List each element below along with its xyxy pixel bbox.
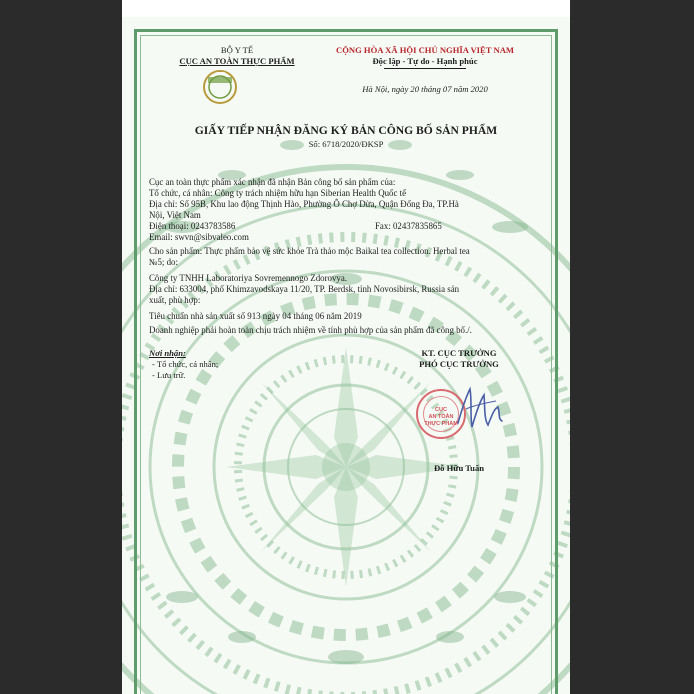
ministry-name: BỘ Y TẾ (220, 45, 254, 55)
left-viewer-margin (0, 0, 122, 694)
recipients-heading: Nơi nhận: (149, 348, 186, 358)
department-name: CỤC AN TOÀN THỰC PHẨM (179, 56, 295, 66)
phone-line: Điện thoại: 0243783586 (149, 221, 236, 231)
handwritten-signature (452, 379, 512, 439)
product-line-2: №5; do: (149, 257, 178, 267)
top-page-strip (122, 0, 570, 17)
manufacturer-address-2: xuất, phù hợp: (149, 295, 201, 305)
national-motto: Độc lập - Tự do - Hạnh phúc (372, 56, 478, 66)
product-line-1: Cho sản phẩm: Thực phẩm bảo vệ sức khỏe Trà thảo mộc Baikal tea collection. Herbal tea (149, 246, 470, 256)
manufacturer-line: Công ty TNHH Laboratoriya Sovremennogo Zdorovya. (149, 273, 348, 283)
recipient-item: - Tổ chức, cá nhân; (152, 359, 219, 369)
document-number: Số: 6718/2020/ĐKSP (308, 139, 384, 149)
document-title: GIẤY TIẾP NHẬN ĐĂNG KÝ BẢN CÔNG BỐ SẢN PHẨM (194, 124, 498, 137)
logo-text: ATTP (214, 71, 226, 76)
certificate-page (122, 17, 570, 694)
nation-name: CỘNG HÒA XÃ HỘI CHỦ NGHĨA VIỆT NAM (335, 45, 515, 55)
recipient-item: - Lưu trữ. (152, 370, 186, 380)
organization-line: Tổ chức, cá nhân: Công ty trách nhiệm hữu hạn Siberian Health Quốc tế (149, 188, 407, 198)
right-viewer-margin (570, 0, 694, 694)
email-line: Email: swvn@sibvaleo.com (149, 232, 249, 242)
signer-name: Đỗ Hữu Tuấn (433, 463, 485, 473)
manufacturer-address-1: Địa chỉ: 633004, phố Khimzavodskaya 11/20, TP. Berdsk, tỉnh Novosibirsk, Russia sản (149, 284, 460, 294)
intro-line: Cục an toàn thực phẩm xác nhận đã nhận Bản công bố sản phẩm của: (149, 177, 396, 187)
motto-underline (384, 68, 466, 69)
official-seal-stamp: CỤC AN TOÀN THỰC PHẨM (416, 389, 466, 439)
fax-line: Fax: 02437835865 (375, 221, 442, 231)
signer-position: PHÓ CỤC TRƯỞNG (419, 359, 499, 369)
on-behalf-title: KT. CỤC TRƯỞNG (421, 348, 497, 358)
address-line-1: Địa chỉ: Số 95B, Khu lao động Thịnh Hào, Phường Ô Chợ Dừa, Quận Đống Đa, TP.Hà (149, 199, 459, 209)
responsibility-line: Doanh nghiệp phải hoàn toàn chịu trách nhiệm về tính phù hợp của sản phẩm đã công bố./. (149, 325, 472, 335)
standard-line: Tiêu chuẩn nhà sản xuất số 913 ngày 04 tháng 06 năm 2019 (149, 311, 362, 321)
address-line-2: Nội, Việt Nam (149, 210, 201, 220)
issue-date: Hà Nội, ngày 20 tháng 07 năm 2020 (362, 84, 488, 94)
